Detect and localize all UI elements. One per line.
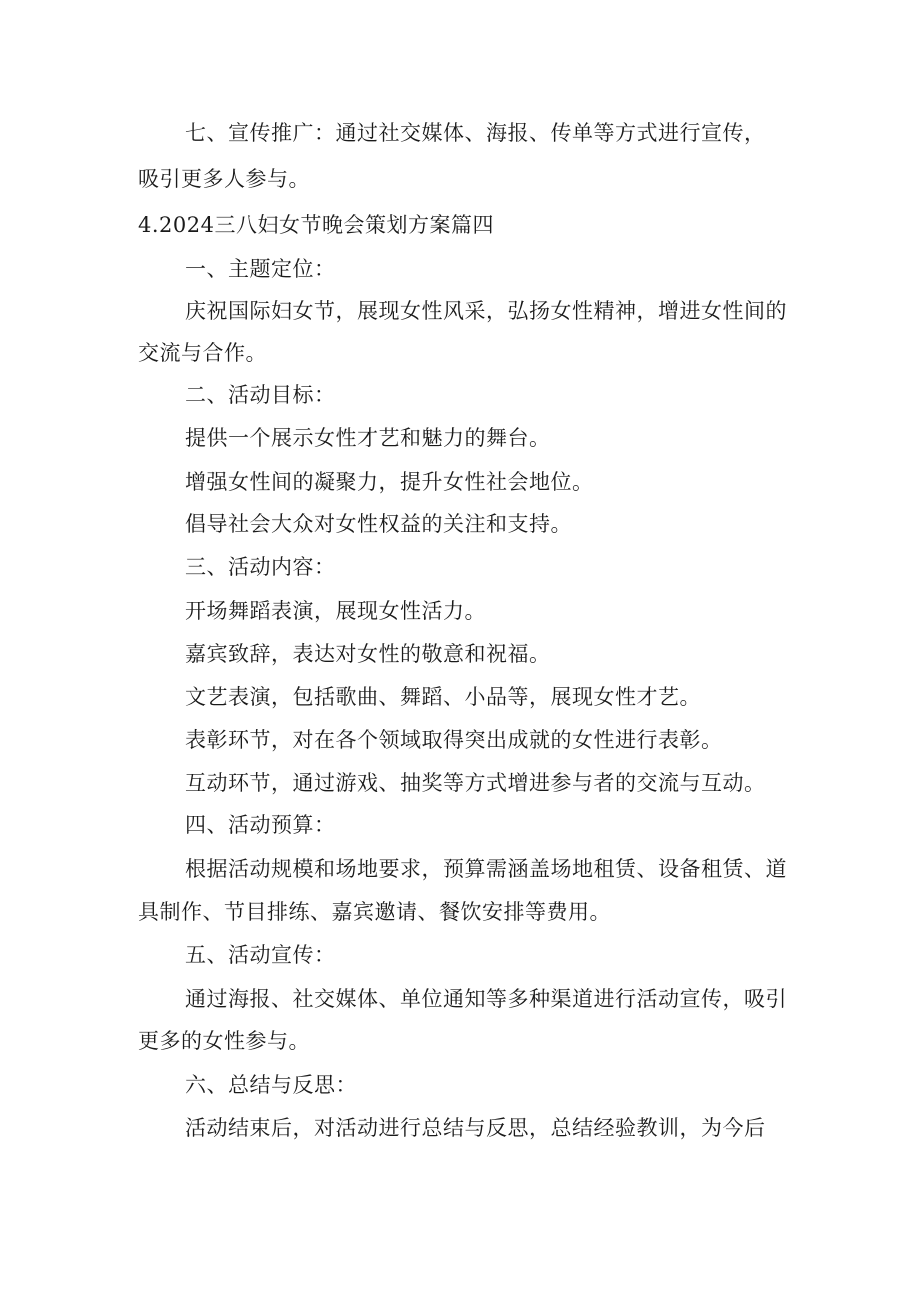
paragraph-line: 七、宣传推广：通过社交媒体、海报、传单等方式进行宣传， — [185, 121, 766, 145]
paragraph-line: 活动结束后，对活动进行总结与反思，总结经验教训，为今后 — [185, 1116, 766, 1140]
paragraph-line: 互动环节，通过游戏、抽奖等方式增进参与者的交流与互动。 — [185, 771, 766, 795]
paragraph-line: 表彰环节，对在各个领域取得突出成就的女性进行表彰。 — [185, 728, 723, 752]
paragraph-line: 文艺表演，包括歌曲、舞蹈、小品等，展现女性才艺。 — [185, 685, 701, 709]
subsection-heading: 一、主题定位： — [185, 257, 336, 281]
paragraph-line: 吸引更多人参与。 — [138, 167, 310, 191]
paragraph-line: 嘉宾致辞，表达对女性的敬意和祝福。 — [185, 642, 551, 666]
paragraph-line: 倡导社会大众对女性权益的关注和支持。 — [185, 512, 572, 536]
subsection-heading: 二、活动目标： — [185, 383, 336, 407]
paragraph-line: 更多的女性参与。 — [138, 1029, 310, 1053]
subsection-heading: 四、活动预算： — [185, 813, 336, 837]
paragraph-line: 通过海报、社交媒体、单位通知等多种渠道进行活动宣传，吸引 — [185, 987, 787, 1011]
subsection-heading: 五、活动宣传： — [185, 943, 336, 967]
paragraph-line: 具制作、节目排练、嘉宾邀请、餐饮安排等费用。 — [138, 900, 611, 924]
paragraph-line: 根据活动规模和场地要求，预算需涵盖场地租赁、设备租赁、道 — [185, 857, 787, 881]
paragraph-line: 庆祝国际妇女节，展现女性风采，弘扬女性精神，增进女性间的 — [185, 299, 787, 323]
subsection-heading: 三、活动内容： — [185, 555, 336, 579]
paragraph-line: 交流与合作。 — [138, 341, 267, 365]
subsection-heading: 六、总结与反思： — [185, 1073, 357, 1097]
section-heading: 4.2024三八妇女节晚会策划方案篇四 — [138, 213, 494, 237]
paragraph-line: 增强女性间的凝聚力，提升女性社会地位。 — [185, 470, 594, 494]
paragraph-line: 开场舞蹈表演，展现女性活力。 — [185, 599, 486, 623]
paragraph-line: 提供一个展示女性才艺和魅力的舞台。 — [185, 426, 551, 450]
